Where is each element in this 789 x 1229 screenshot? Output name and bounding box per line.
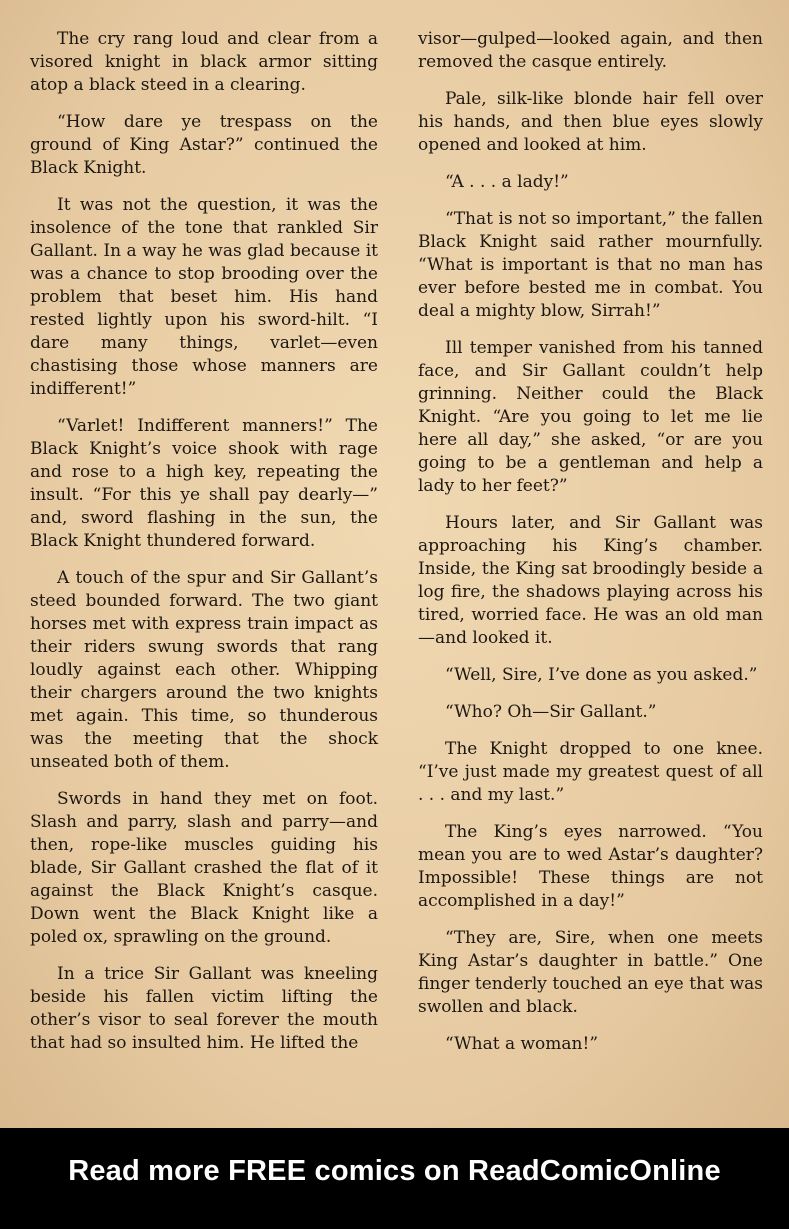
story-paragraph: In a trice Sir Gallant was kneeling beside his fallen victim lifting the other’s visor to seal forever the mouth that had so insulted him. He lifted the bbox=[30, 964, 378, 1053]
story-paragraph: “Who? Oh—Sir Gallant.” bbox=[445, 702, 657, 722]
story-paragraph: Pale, silk-like blonde hair fell over his hands, and then blue eyes slowly opened and looked at him. bbox=[418, 89, 763, 155]
promo-banner-text: Read more FREE comics on ReadComicOnline bbox=[68, 1155, 721, 1187]
story-paragraph: “Varlet! Indifferent manners!” The Black Knight’s voice shook with rage and rose to a high key, repeating the insult. “For this ye shall pay dearly—” and, sword flashing in the sun, the Black Knight thundered forward. bbox=[30, 416, 378, 551]
story-left-column bbox=[30, 28, 378, 1069]
story-paragraph: “They are, Sire, when one meets King Astar’s daughter in battle.” One finger tenderly touched an eye that was swollen and black. bbox=[418, 928, 763, 1017]
story-paragraph: A touch of the spur and Sir Gallant’s steed bounded forward. The two giant horses met with express train impact as their riders swung swords that rang loudly against each other. Whipping their chargers around the two knights met again. This time, so thunderous was the meeting that the shock unseated both of them. bbox=[30, 568, 378, 772]
story-paragraph: The King’s eyes narrowed. “You mean you are to wed Astar’s daughter? Impossible! These things are not accomplished in a day!” bbox=[418, 822, 763, 911]
story-paragraph: It was not the question, it was the insolence of the tone that rankled Sir Gallant. In a way he was glad because it was a chance to stop brooding over the problem that beset him. His hand rested lightly upon his sword-hilt. “I dare many things, varlet—even chastising those whose manners are indifferent!” bbox=[30, 195, 378, 399]
story-paragraph: “A . . . a lady!” bbox=[445, 172, 569, 192]
story-paragraph: Swords in hand they met on foot. Slash and parry, slash and parry—and then, rope-like muscles guiding his blade, Sir Gallant crashed the flat of it against the Black Knight’s casque. Down went the Black Knight like a poled ox, sprawling on the ground. bbox=[30, 789, 378, 947]
story-paragraph: Ill temper vanished from his tanned face, and Sir Gallant couldn’t help grinning. Neither could the Black Knight. “Are you going to let me lie here all day,” she asked, “or are you going to be a gentleman and help a lady to her feet?” bbox=[418, 338, 763, 496]
story-right-column bbox=[418, 28, 763, 1070]
story-paragraph: “Well, Sire, I’ve done as you asked.” bbox=[445, 665, 758, 685]
story-paragraph: “What a woman!” bbox=[445, 1034, 599, 1054]
story-paragraph: “That is not so important,” the fallen Black Knight said rather mournfully. “What is important is that no man has ever before bested me in combat. You deal a mighty blow, Sirrah!” bbox=[418, 209, 763, 321]
story-paragraph: The cry rang loud and clear from a visored knight in black armor sitting atop a black steed in a clearing. bbox=[30, 29, 378, 95]
story-paragraph: “How dare ye trespass on the ground of King Astar?” continued the Black Knight. bbox=[30, 112, 378, 178]
story-paragraph: The Knight dropped to one knee. “I’ve just made my greatest quest of all . . . and my last.” bbox=[418, 739, 763, 805]
story-paragraph: Hours later, and Sir Gallant was approaching his King’s chamber. Inside, the King sat broodingly beside a log fire, the shadows playing across his tired, worried face. He was an old man—and looked it. bbox=[418, 513, 763, 648]
story-paragraph: visor—gulped—looked again, and then removed the casque entirely. bbox=[418, 29, 763, 72]
promo-banner[interactable] bbox=[0, 1128, 789, 1229]
